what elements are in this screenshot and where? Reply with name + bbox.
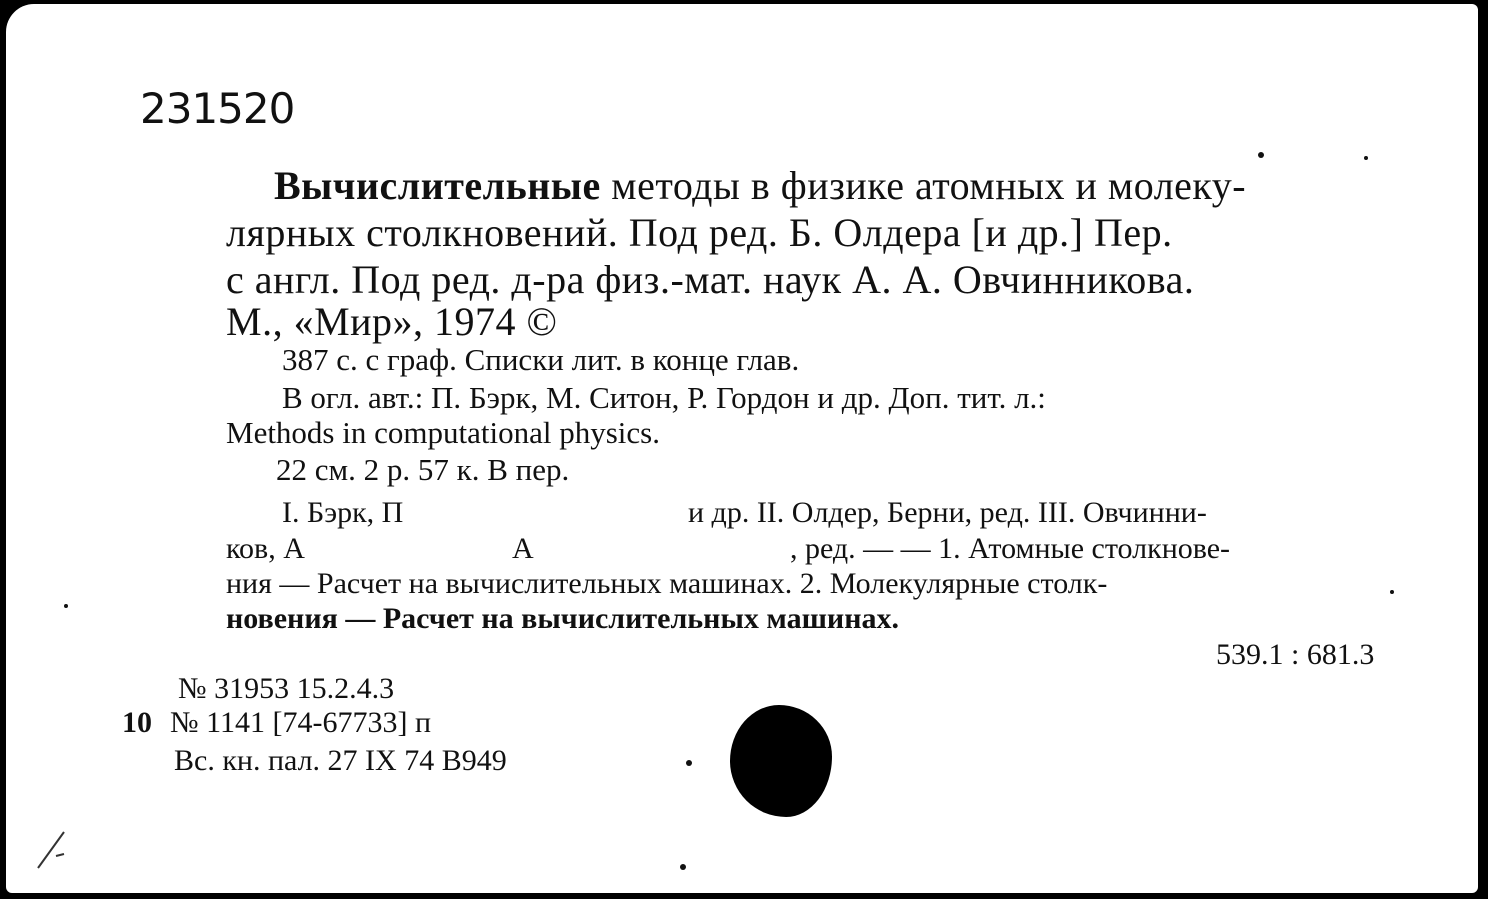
pages-line: 387 с. с граф. Списки лит. в конце глав. [282,342,800,377]
size-price-line: 22 см. 2 р. 57 к. В пер. [276,452,570,487]
handwritten-number: 231520 [140,84,295,133]
original-title-line: Methods in computational physics. [226,415,660,450]
footer-line-1: № 31953 15.2.4.3 [178,672,395,705]
title-line-4: М., «Мир», 1974 © [226,299,558,344]
subject-line-3: ния — Расчет на вычислительных машинах. 2. Молекулярные столк- [226,567,1108,600]
subject-line-4: новения — Расчет на вычислительных машинах. [226,602,899,635]
subject-line-1a: I. Бэрк, П [282,496,404,529]
footer-line-2-prefix: 10 [122,706,152,739]
speck [64,604,68,608]
speck [1364,156,1368,160]
subject-line-2c: , ред. — — 1. Атомные столкнове- [790,532,1231,565]
title-line-3: с англ. Под ред. д-ра физ.-мат. наук А. А. Овчинникова. [226,257,1195,302]
speck [686,760,692,766]
title-line-1-rest: методы в физике атомных и молеку- [600,163,1247,208]
subject-line-2a: ков, А [226,532,305,565]
footer-line-3: Вс. кн. пал. 27 IX 74 В949 [174,744,507,777]
speck [680,864,686,870]
punch-hole [730,705,832,817]
speck [1258,152,1264,158]
title-bold-word: Вычислительные [274,163,601,208]
authors-line: В огл. авт.: П. Бэрк, М. Ситон, Р. Гордон и др. Доп. тит. л.: [282,380,1046,415]
udc-code: 539.1 : 681.3 [1216,638,1375,671]
speck [1390,590,1394,594]
footer-line-2: № 1141 [74-67733] п [170,706,432,739]
pencil-mark [34,828,74,872]
subject-line-1b: и др. II. Олдер, Берни, ред. III. Овчинни- [688,496,1207,529]
title-line-1 [274,162,1246,209]
subject-line-2b: А [512,532,534,565]
title-line-2: лярных столкновений. Под ред. Б. Олдера [и др.] Пер. [226,210,1173,255]
